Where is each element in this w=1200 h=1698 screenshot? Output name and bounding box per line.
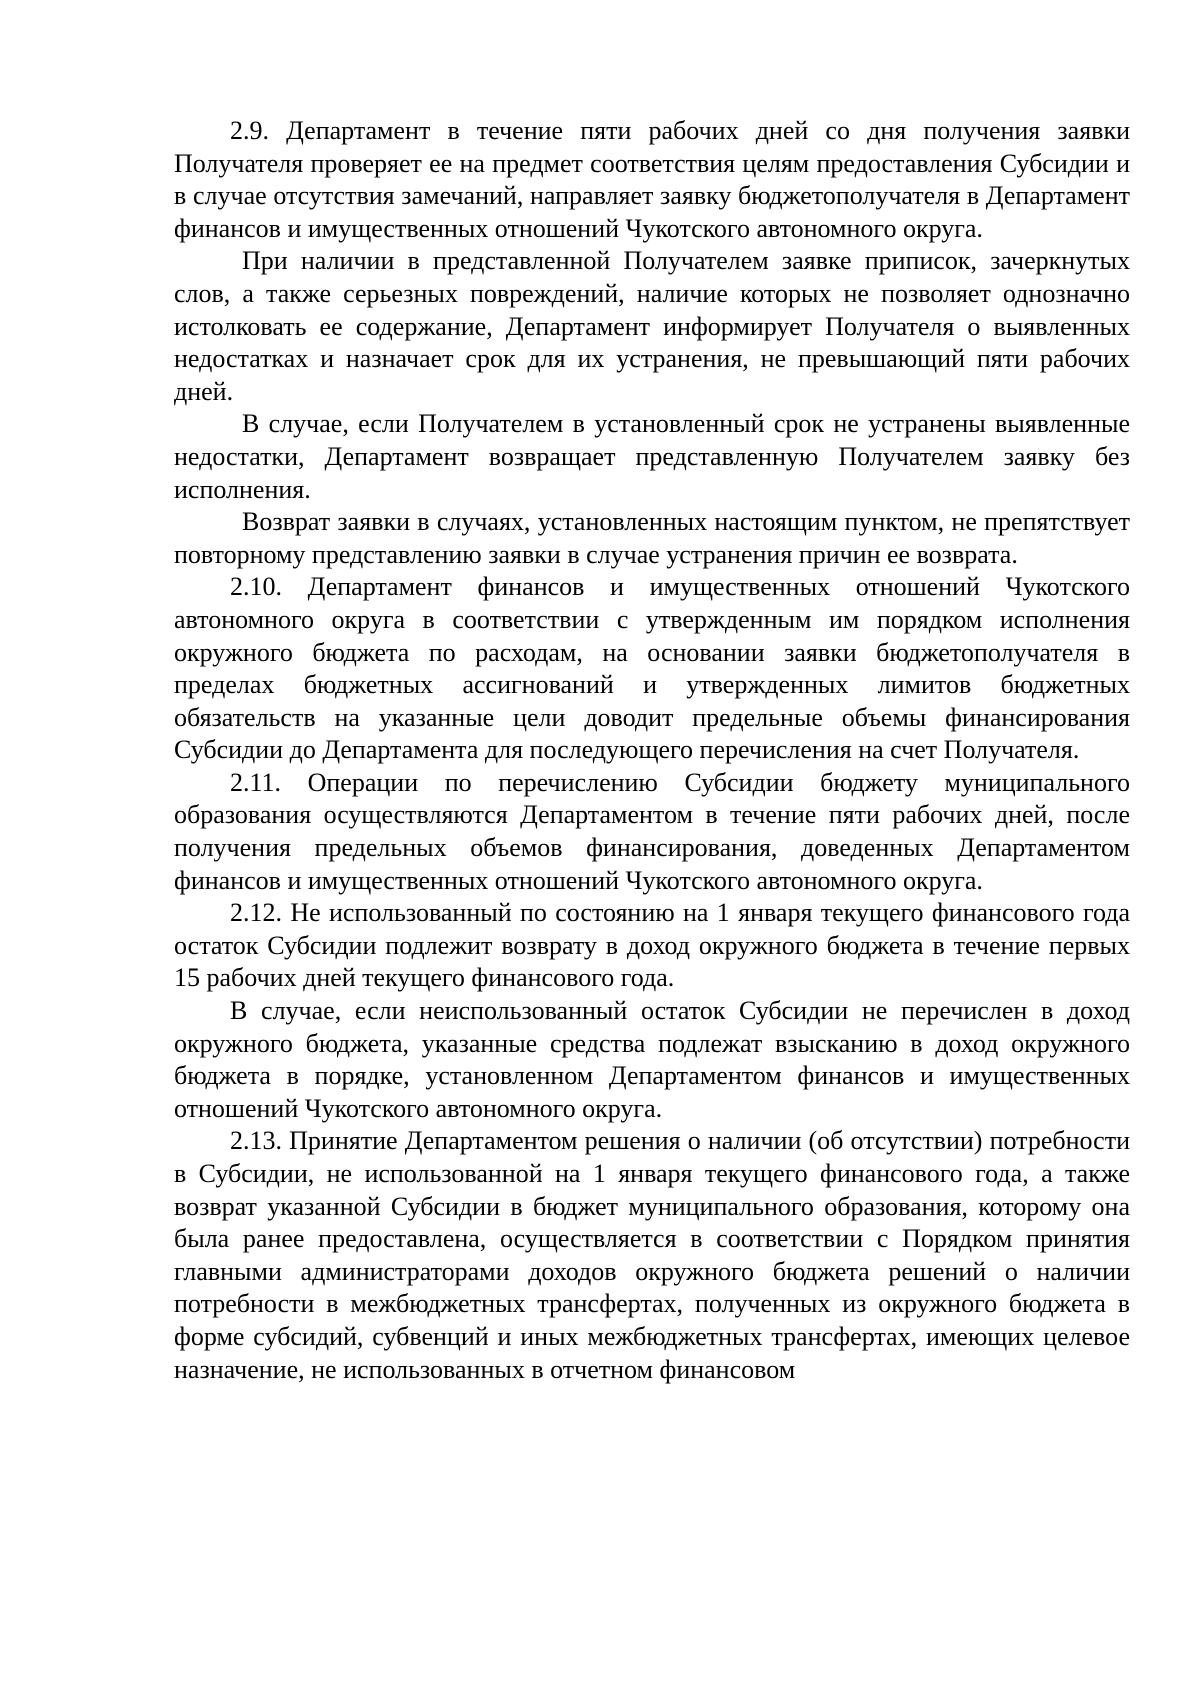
paragraph-2-11: 2.11. Операции по перечислению Субсидии бюджету муниципального образования осуществляются Департаментом в течение пяти рабочих дней, после получения предельных объемов финансирования, доведенных Департаментом финансов и имущественных отношений Чукотского автономного округа. — [174, 767, 1130, 895]
paragraph-2-10: 2.10. Департамент финансов и имущественных отношений Чукотского автономного округа в соответствии с утвержденным им порядком исполнения окружного бюджета по расходам, на основании заявки бюджетополучателя в пределах бюджетных ассигнований и утвержденных лимитов бюджетных обязательств на указанные цели доводит предельные объемы финансирования Субсидии до Департамента для последующего перечисления на счет Получателя. — [174, 572, 1130, 765]
paragraph-2-9-not-fixed: В случае, если Получателем в установленный срок не устранены выявленные недостатки, Департамент возвращает представленную Получателем заявку без исполнения. — [174, 409, 1130, 504]
paragraph-2-9: 2.9. Департамент в течение пяти рабочих дней со дня получения заявки Получателя проверяет ее на предмет соответствия целям предоставления Субсидии и в случае отсутствия замечаний, направляет заявку бюджетополучателя в Департамент финансов и имущественных отношений Чукотского автономного округа. — [174, 116, 1130, 243]
paragraph-2-9-return: Возврат заявки в случаях, установленных настоящим пунктом, не препятствует повторному представлению заявки в случае устранения причин ее возврата. — [174, 507, 1130, 569]
paragraph-2-12-recovery: В случае, если неиспользованный остаток Субсидии не перечислен в доход окружного бюджета, указанные средства подлежат взысканию в доход окружного бюджета в порядке, установленном Департаментом финансов и имущественных отношений Чукотского автономного округа. — [174, 996, 1130, 1123]
paragraph-2-13: 2.13. Принятие Департаментом решения о наличии (об отсутствии) потребности в Субсидии, не использованной на 1 января текущего финансового года, а также возврат указанной Субсидии в бюджет муниципального образования, которому она была ранее предоставлена, осуществляется в соответствии с Порядком принятия главными администраторами доходов окружного бюджета решений о наличии потребности в межбюджетных трансфертах, полученных из окружного бюджета в форме субсидий, субвенций и иных межбюджетных трансфертах, имеющих целевое назначение, не использованных в отчетном финансовом — [174, 1126, 1130, 1384]
paragraph-2-9-remarks: При наличии в представленной Получателем заявке приписок, зачеркнутых слов, а также серьезных повреждений, наличие которых не позволяет однозначно истолковать ее содержание, Департамент информирует Получателя о выявленных недостатках и назначает срок для их устранения, не превышающий пяти рабочих дней. — [174, 246, 1130, 406]
document-body — [174, 115, 1130, 1386]
paragraph-2-12: 2.12. Не использованный по состоянию на 1 января текущего финансового года остаток Субсидии подлежит возврату в доход окружного бюджета в течение первых 15 рабочих дней текущего финансового года. — [174, 898, 1130, 993]
